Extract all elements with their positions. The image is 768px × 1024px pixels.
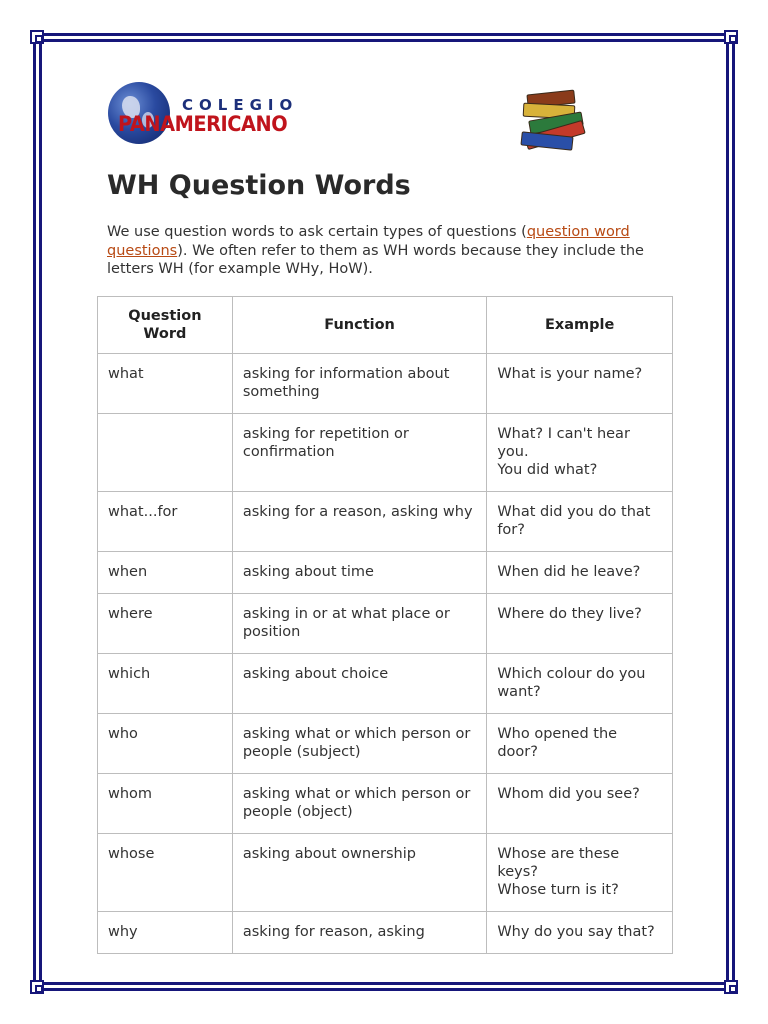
example-line: Whose turn is it? (497, 882, 619, 898)
example-cell (487, 414, 673, 492)
function-cell: asking for repetition or confirmation (232, 414, 486, 492)
example-line: Which colour do you want? (497, 666, 646, 700)
example-line: You did what? (497, 462, 598, 478)
example-line: What? I can't hear you. (497, 426, 630, 460)
intro-text-start: We use question words to ask certain types of questions ( (107, 224, 527, 240)
table-row (98, 912, 673, 954)
function-cell: asking about time (232, 552, 486, 594)
example-cell (487, 834, 673, 912)
table-row (98, 654, 673, 714)
intro-paragraph (107, 223, 667, 279)
example-cell (487, 354, 673, 414)
table-row (98, 594, 673, 654)
logo-text-panamericano: PANAMERICANO (118, 112, 288, 136)
question-word-cell (98, 414, 233, 492)
question-word-cell: why (98, 912, 233, 954)
table-header-row (98, 297, 673, 354)
table-row (98, 354, 673, 414)
function-cell: asking about ownership (232, 834, 486, 912)
intro-text-end: ). We often refer to them as WH words because they include the letters WH (for example WHy, HoW). (107, 242, 644, 277)
question-word-cell: what...for (98, 492, 233, 552)
corner-ornament-top-left (30, 30, 44, 44)
question-word-cell: where (98, 594, 233, 654)
function-cell: asking about choice (232, 654, 486, 714)
example-cell (487, 912, 673, 954)
question-word-cell: what (98, 354, 233, 414)
question-word-cell: when (98, 552, 233, 594)
function-cell: asking what or which person or people (object) (232, 774, 486, 834)
example-line: Whose are these keys? (497, 846, 620, 880)
question-word-cell: whose (98, 834, 233, 912)
question-word-cell: whom (98, 774, 233, 834)
example-line: Whom did you see? (497, 786, 640, 802)
logo-text-colegio: COLEGIO (182, 96, 299, 114)
example-line: What is your name? (497, 366, 643, 382)
table-row (98, 834, 673, 912)
table-row (98, 714, 673, 774)
table-row (98, 414, 673, 492)
example-cell (487, 552, 673, 594)
corner-ornament-bottom-right (724, 980, 738, 994)
question-word-cell: which (98, 654, 233, 714)
example-cell (487, 714, 673, 774)
function-cell: asking for reason, asking (232, 912, 486, 954)
corner-ornament-top-right (724, 30, 738, 44)
example-line: When did he leave? (497, 564, 641, 580)
example-cell (487, 594, 673, 654)
table-row (98, 492, 673, 552)
corner-ornament-bottom-left (30, 980, 44, 994)
wh-words-table (97, 296, 673, 954)
header-example: Example (487, 297, 673, 354)
books-icon (519, 88, 593, 150)
table-row (98, 774, 673, 834)
header-question-word: Question Word (98, 297, 233, 354)
example-cell (487, 654, 673, 714)
question-word-cell: who (98, 714, 233, 774)
school-logo (108, 80, 299, 150)
function-cell: asking what or which person or people (subject) (232, 714, 486, 774)
page-title: WH Question Words (107, 170, 411, 201)
example-line: Where do they live? (497, 606, 642, 622)
question-word-questions-link[interactable]: question word questions (107, 224, 630, 259)
example-line: Why do you say that? (497, 924, 655, 940)
function-cell: asking for a reason, asking why (232, 492, 486, 552)
example-line: Who opened the door? (497, 726, 618, 760)
function-cell: asking for information about something (232, 354, 486, 414)
table-row (98, 552, 673, 594)
example-cell (487, 774, 673, 834)
function-cell: asking in or at what place or position (232, 594, 486, 654)
example-cell (487, 492, 673, 552)
example-line: What did you do that for? (497, 504, 651, 538)
header-function: Function (232, 297, 486, 354)
